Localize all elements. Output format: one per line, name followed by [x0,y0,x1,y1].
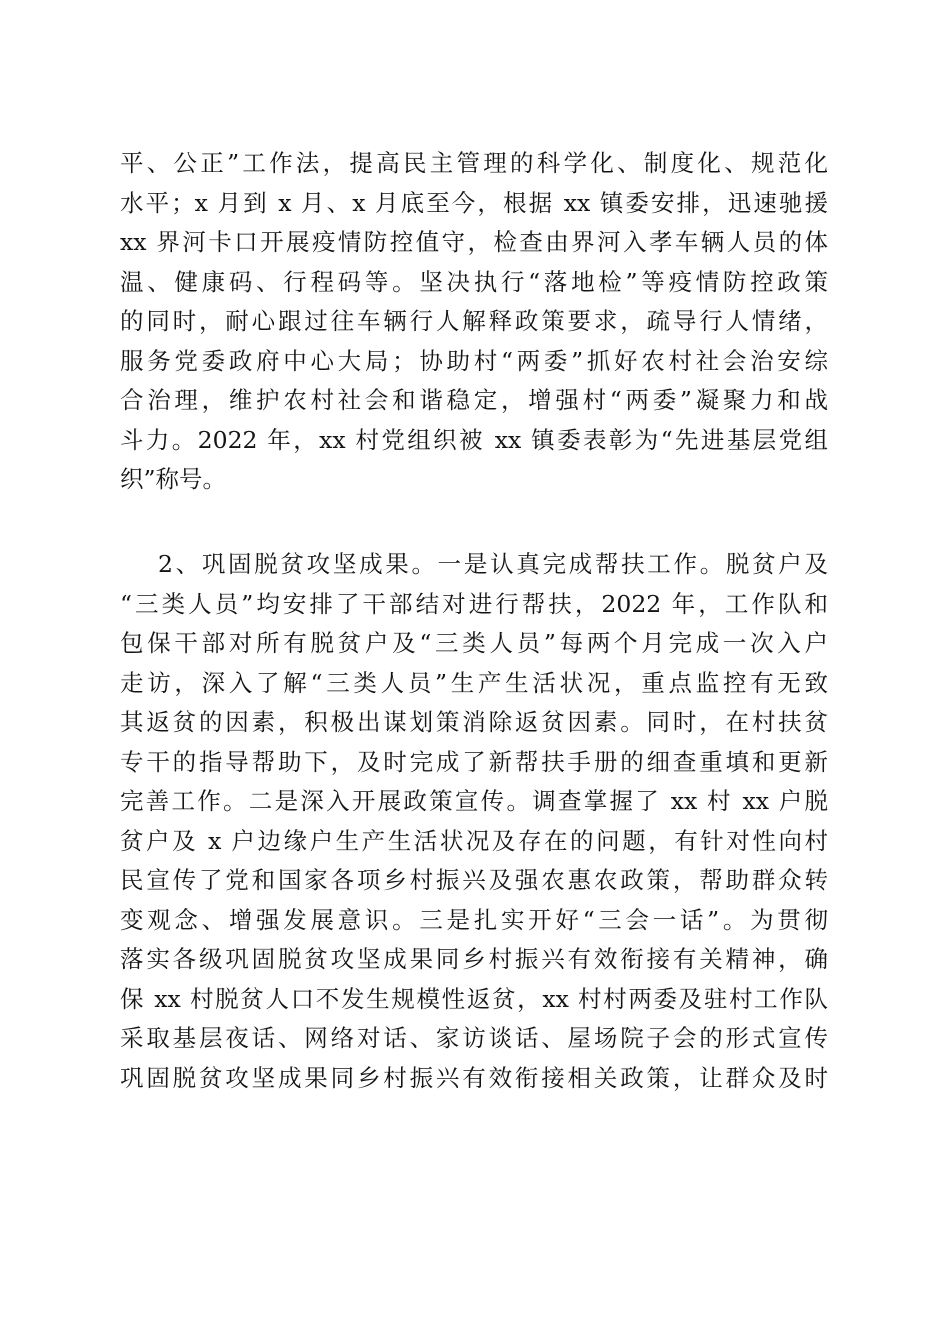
text-line: 其返贫的因素，积极出谋划策消除返贫因素。同时，在村扶贫 [120,708,828,736]
text-line: 专干的指导帮助下，及时完成了新帮扶手册的细查重填和更新 [120,747,828,776]
text-line: 2、巩固脱贫攻坚成果。一是认真完成帮扶工作。脱贫户及 [158,550,828,578]
text-line: 完善工作。二是深入开展政策宣传。调查掌握了 xx 村 xx 户脱 [120,787,828,815]
text-line: 巩固脱贫攻坚成果同乡村振兴有效衔接相关政策，让群众及时 [120,1063,828,1092]
text-line: 落实各级巩固脱贫攻坚成果同乡村振兴有效衔接有关精神，确 [120,945,828,973]
text-line: 贫户及 x 户边缘户生产生活状况及存在的问题，有针对性向村 [120,826,828,855]
text-line: 织”称号。 [120,465,227,493]
text-line: 合治理，维护农村社会和谐稳定，增强村“两委”凝聚力和战 [120,386,828,414]
text-line: “三类人员”均安排了干部结对进行帮扶，2022 年，工作队和 [120,589,828,618]
text-line: 包保干部对所有脱贫户及“三类人员”每两个月完成一次入户 [120,629,828,657]
text-line: 变观念、增强发展意识。三是扎实开好“三会一话”。为贯彻 [120,905,828,934]
text-line: 的同时，耐心跟过往车辆行人解释政策要求，疏导行人情绪， [120,307,828,335]
text-line: 平、公正”工作法，提高民主管理的科学化、制度化、规范化 [120,149,828,177]
paragraph-2 [120,545,828,1098]
text-line: 采取基层夜话、网络对话、家访谈话、屋场院子会的形式宣传 [120,1024,828,1052]
text-line: 温、健康码、行程码等。坚决执行“落地检”等疫情防控政策 [120,267,828,296]
text-line: 保 xx 村脱贫人口不发生规模性返贫，xx 村村两委及驻村工作队 [120,984,828,1013]
text-line: xx 界河卡口开展疫情防控值守，检查由界河入孝车辆人员的体 [120,228,828,256]
text-line: 水平；x 月到 x 月、x 月底至今，根据 xx 镇委安排，迅速驰援 [120,188,828,217]
text-line: 走访，深入了解“三类人员”生产生活状况，重点监控有无致 [120,668,828,697]
text-line: 服务党委政府中心大局；协助村“两委”抓好农村社会治安综 [120,346,828,375]
text-line: 斗力。2022 年，xx 村党组织被 xx 镇委表彰为“先进基层党组 [120,425,828,454]
text-line: 民宣传了党和国家各项乡村振兴及强农惠农政策，帮助群众转 [120,866,828,894]
paragraph-1 [120,144,828,500]
